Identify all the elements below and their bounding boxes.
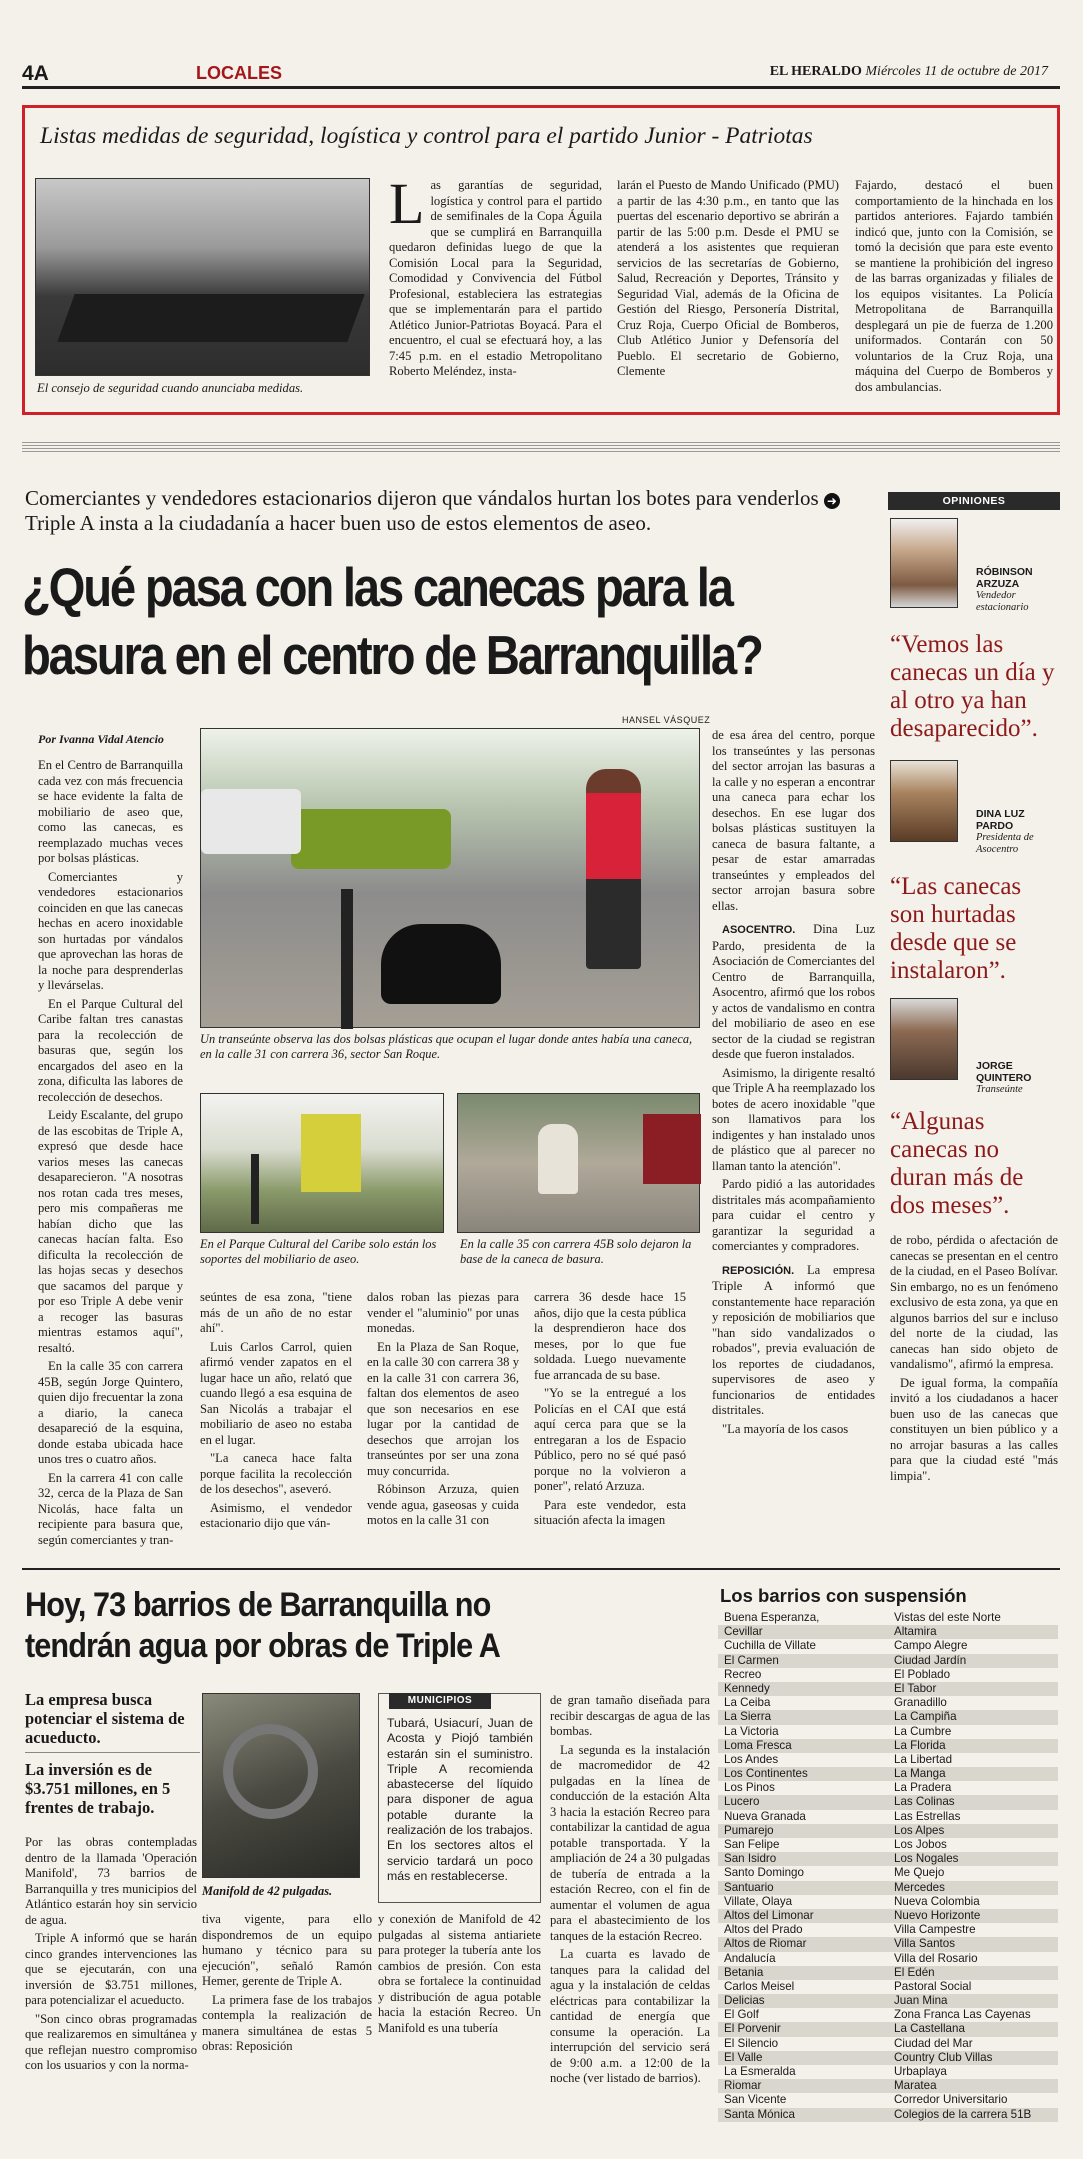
subhead-asocentro: ASOCENTRO.	[722, 924, 796, 936]
barrio-item: Villa Campestre	[894, 1923, 976, 1937]
barrio-item: Granadillo	[894, 1696, 947, 1710]
barrio-item: Santuario	[718, 1881, 888, 1895]
barrio-item: La Cumbre	[894, 1724, 952, 1738]
main-col-6	[890, 1233, 1058, 1487]
avatar-dina	[890, 760, 958, 842]
paragraph: Triple A informó que se harán cinco grandes intervenciones las que se ejecutarán, con una inversión de $3.751 millones, para potencializar el acueducto.	[25, 1931, 197, 2007]
barrio-item: La Esmeralda	[724, 2065, 796, 2078]
main-col-5	[712, 728, 875, 1440]
paragraph: Por las obras contempladas dentro de la llamada 'Operación Manifold', 73 barrios de Barranquilla y tres municipios del Atlántico estarán hoy sin servicio de agua.	[25, 1835, 197, 1927]
avatar-jorge	[890, 998, 958, 1080]
paragraph: y conexión de Manifold de 42 pulgadas al sistema antiariete para proteger la tubería ante los cambios de presión. Con esta obra se fortalece la continuidad y distribución de agua potable hacia la estación Recreo. Un Manifold es una tubería	[378, 1912, 541, 2035]
main-col-3	[367, 1290, 519, 1532]
municipios-text: Tubará, Usiacurí, Juan de Acosta y Piojó también estarán sin el suministro. Triple A recomienda abastecerse del líquido para disponer de agua potable durante la realización de los trabajos. En los sectores altos el servicio tardará un poco más en restablecerse.	[387, 1716, 533, 1883]
barrio-item: El Poblado	[894, 1667, 951, 1681]
barrio-item: Mercedes	[888, 1881, 1058, 1895]
barrio-item: Los Continentes	[718, 1767, 888, 1781]
paragraph: Asimismo, el vendedor estacionario dijo que ván-	[200, 1500, 352, 1530]
barrio-item: El Silencio	[724, 2036, 779, 2050]
barrio-item: La Campiña	[888, 1710, 1058, 1724]
barrios-list-left	[718, 1611, 888, 2122]
top-story-headline: Listas medidas de seguridad, logística y control para el partido Junior - Patriotas	[40, 123, 813, 149]
paragraph: seúntes de esa zona, "tiene más de un año de no estar ahí".	[200, 1290, 352, 1335]
opinion-name-1: RÓBINSON ARZUZA Vendedor estacionario	[976, 566, 1033, 613]
barrio-item: La Manga	[888, 1767, 1058, 1781]
lead-divider	[25, 1752, 200, 1753]
barrio-item: El Valle	[718, 2051, 888, 2065]
water-col-2	[202, 1912, 372, 2058]
water-headline: Hoy, 73 barrios de Barranquilla no tendrán agua por obras de Triple A	[25, 1586, 500, 1665]
bin-support-shape	[251, 1154, 259, 1224]
barrio-item: Los Jobos	[894, 1838, 947, 1851]
header-rule	[22, 86, 1060, 89]
paragraph: En el Parque Cultural del Caribe faltan tres canastas para la recolección de basuras que, según los encargados del aseo en la zona, dificulta las labores de recolección de desechos.	[38, 996, 183, 1104]
barrio-item: Andalucía	[724, 1951, 776, 1965]
calle35-photo-caption: En la calle 35 con carrera 45B solo dejaron la base de la caneca de basura.	[460, 1237, 692, 1266]
opinion-quote-1: “Vemos las canecas un día y al otro ya han desaparecido”.	[890, 631, 1055, 742]
masthead-date	[770, 64, 1048, 80]
barrio-item: Riomar	[718, 2079, 888, 2093]
top-story-caption: El consejo de seguridad cuando anunciaba medidas.	[37, 381, 304, 395]
barrio-item: Campo Alegre	[894, 1639, 968, 1653]
issue-date: Miércoles 11 de octubre de 2017	[865, 64, 1048, 79]
barrio-item: Pumarejo	[718, 1824, 888, 1838]
barrio-item: Pastoral Social	[894, 1979, 972, 1993]
subhead-reposicion: REPOSICIÓN.	[722, 1264, 795, 1277]
barrios-title: Los barrios con suspensión	[720, 1585, 967, 1606]
water-col-1	[25, 1835, 197, 2077]
paragraph: En la Plaza de San Roque, en la calle 30 con carrera 38 y en la calle 31 con carrera 36, faltan dos elementos de aseo que son necesarios en ese lugar por la cantidad de desechos que arrojan los transeúntes por ser una zona muy concurrida.	[367, 1339, 519, 1478]
barrio-item: Juan Mina	[888, 1994, 1058, 2008]
water-lead-2: La inversión es de $3.751 millones, en 5 frentes de trabajo.	[25, 1760, 171, 1817]
paragraph: Asimismo, la dirigente resaltó que Triple A ha reemplazado los botes de acero inoxidable "que son llamativos para los indigentes y han instalado unos de plástico que al parecer no llaman tanto la atención".	[712, 1065, 875, 1173]
paragraph: Pardo pidió a las autoridades distritales más acompañamiento para cuidar el centro y garantizar la seguridad a comerciantes y compradores.	[712, 1177, 875, 1253]
street-main-photo	[200, 728, 700, 1028]
barrio-item: Cevillar	[718, 1625, 888, 1639]
paragraph: De igual forma, la compañía invitó a los ciudadanos a hacer buen uso de las canecas que constituyen un bien público y a no arrojar basuras a las calles para que la ciudad esté "más limpia".	[890, 1375, 1058, 1483]
top-story-box	[22, 105, 1060, 415]
paragraph: "La mayoría de los casos	[722, 1421, 849, 1436]
barrio-item: Santo Domingo	[724, 1866, 804, 1880]
paragraph: de esa área del centro, porque los transeúntes y las personas del sector arrojan las basuras a la calle y no esperan a encontrar una caneca para echar los desechos. En ese lugar dos bolsas plásticas sustituyen la caneca de basura faltante, a pesar de estar amarradas transeúntes y empleados del sector arrojan basura sobre ellas.	[712, 728, 875, 913]
main-photo-caption: Un transeúnte observa las dos bolsas plásticas que ocupan el lugar donde antes había una caneca, en la calle 31 con carrera 36, sector San Roque.	[200, 1032, 693, 1061]
barrio-item: Ciudad Jardín	[888, 1654, 1058, 1668]
barrio-item: Villate, Olaya	[724, 1894, 793, 1908]
top-story-col-1: Las garantías de seguridad, logística y control para el partido de semifinales de la Copa Águila que se cumplirá en Barranquilla quedaron definidas luego de que la Comisión Local para la Seguridad, Comodidad y Convivencia del Fútbol Profesional, estableciera las estrategias que se implementarán para el partido Atlético Junior-Patriotas Boyacá. Para el encuentro, el cual se efectuará hoy, a las 7:45 p.m. en el estadio Metropolitano Roberto Meléndez, insta-	[389, 171, 602, 378]
yellow-building-shape	[301, 1114, 361, 1192]
barrio-item: Maratea	[888, 2079, 1058, 2093]
paragraph: dalos roban las piezas para vender el "aluminio" por unas monedas.	[367, 1290, 519, 1335]
photo-credit: HANSEL VÁSQUEZ	[622, 715, 711, 725]
barrio-item: Villa del Rosario	[894, 1951, 978, 1965]
barrio-item: Buena Esperanza,	[724, 1611, 820, 1624]
barrio-item: Los Nogales	[888, 1852, 1058, 1866]
paragraph: Para este vendedor, esta situación afecta la imagen	[534, 1497, 686, 1527]
paragraph: de robo, pérdida o afectación de canecas se presentan en el centro de la ciudad, en el Paseo Bolívar. Sin embargo, no es un fenómeno exclusivo de esta zona, ya que en algunos barrios del sur e incluso del norte de la ciudad, las canecas han sido objeto de vandalismo", afirmó la empresa.	[890, 1233, 1058, 1371]
barrio-item: Santa Mónica	[718, 2108, 888, 2122]
opinions-label: OPINIONES	[888, 492, 1060, 510]
section-label: LOCALES	[196, 63, 283, 83]
paragraph: carrera 36 desde hace 15 años, dijo que la cesta pública la desprendieron hace dos meses, por lo que fue soldada. Luego nuevamente fue arrancada de su base.	[534, 1290, 686, 1382]
paragraph: de gran tamaño diseñada para recibir descargas de agua de las bombas.	[550, 1693, 710, 1738]
barrio-item: Kennedy	[718, 1682, 888, 1696]
barrios-list-right	[888, 1611, 1058, 2122]
arrow-right-icon: ➜	[824, 493, 840, 509]
top-story-col-2: larán el Puesto de Mando Unificado (PMU) a partir de las 4:30 p.m., en tanto que las puertas del escenario deportivo se abrirán a partir de las 5:00 p.m. Desde el PMU se atenderá a los asistentes que requieran servicios de las secretarías de Gobierno, Salud, Recreación y Deportes, Tránsito y Seguridad Vial, además de la Oficina de Gestión del Riesgo, Personería Distrital, Cruz Roja, Cuerpo Oficial de Bomberos, Club Atlético Junior y Defensoría del Pueblo. El secretario de Gobierno, Clemente	[617, 178, 839, 378]
barrios-box	[718, 1585, 1058, 2145]
red-car-shape	[643, 1114, 701, 1184]
trash-bags-shape	[381, 924, 501, 1004]
barrio-item: El Tabor	[888, 1682, 1058, 1696]
barrio-item: Altamira	[888, 1625, 1058, 1639]
barrio-item: San Isidro	[718, 1852, 888, 1866]
opinion-quote-3: “Algunas canecas no duran más de dos meses”.	[890, 1108, 1024, 1219]
paragraph: Comerciantes y vendedores estacionarios coinciden en que las canecas hechas en acero inoxidable son hurtadas por vándalos que aprovechan las horas de la noche para desprenderlas y llevárselas.	[38, 869, 183, 992]
barrio-item: Lucero	[718, 1795, 888, 1809]
main-story-top-rule	[22, 440, 1060, 452]
barrio-item: Delicias	[718, 1994, 888, 2008]
bin-post-shape	[341, 889, 353, 1029]
paragraph: "La caneca hace falta porque facilita la recolección de los desechos", aseveró.	[200, 1451, 352, 1496]
drop-cap: L	[389, 171, 425, 236]
paragraph: La primera fase de los trabajos contempla la realización de manera simultánea de estas 5 obras: Reposición	[202, 1992, 372, 2053]
barrio-item: La Victoria	[724, 1724, 779, 1738]
paragraph: Luis Carlos Carrol, quien afirmó vender zapatos en el lugar hace un año, relató que cuando llegó a esa esquina de San Nicolás a trabajar el mobiliario de aseo no estaba en el lugar.	[200, 1339, 352, 1447]
paragraph: En el Centro de Barranquilla cada vez con más frecuencia se hace evidente la falta de mobiliario de aseo que, como las canecas, es reemplazado muchas veces por bolsas plásticas.	[38, 758, 183, 865]
barrio-item: Colegios de la carrera 51B	[888, 2108, 1058, 2122]
barrio-item: Los Pinos	[724, 1781, 775, 1795]
opinion-quote-2: “Las canecas son hurtadas desde que se instalaron”.	[890, 873, 1022, 984]
park-photo	[200, 1093, 444, 1233]
water-story-rule	[22, 1568, 1060, 1570]
seated-man-shape	[538, 1124, 578, 1194]
green-car-shape	[291, 809, 451, 869]
barrio-item: Nueva Colombia	[894, 1894, 980, 1908]
barrio-item: Carlos Meisel	[724, 1979, 795, 1993]
paragraph: La cuarta es lavado de tanques para la calidad del agua y la instalación de celdas eléctricas para contabilizar la cantidad de energía que consume la operación. La interrupción del servicio será de 9:00 a.m. a 12:00 de la noche (ver listado de barrios).	[550, 1947, 710, 2085]
manifold-photo	[202, 1693, 360, 1878]
byline: Por Ivanna Vidal Atencio	[38, 732, 164, 746]
barrio-item: El Porvenir	[718, 2022, 888, 2036]
paragraph: REPOSICIÓN. La empresa Triple A informó que constantemente hace reparación y reposición de mobiliarios que "han sido vandalizados o robados", previa evaluación de los reportes de ciudadanos, supervisores de aseo y funcionarios de entidades distritales.	[712, 1262, 875, 1417]
manifold-caption: Manifold de 42 pulgadas.	[202, 1884, 333, 1898]
opinion-name-3: JORGE QUINTERO Transeúnte	[976, 1060, 1032, 1095]
barrio-item: San Vicente	[724, 2093, 787, 2107]
barrio-item: La Sierra	[718, 1710, 888, 1724]
security-meeting-photo	[35, 178, 370, 376]
barrio-item: San Felipe	[724, 1838, 780, 1851]
paragraph: En la calle 35 con carrera 45B, según Jorge Quintero, quien dijo frecuentar la zona a diario, la caneca desapareció de la esquina, donde estaba ubicada hace unos tres o cuatro años.	[38, 1359, 183, 1466]
avatar-robinson	[890, 518, 958, 608]
barrio-item: Recreo	[724, 1667, 762, 1681]
barrio-item: Ciudad del Mar	[894, 2036, 973, 2050]
barrio-item: Vistas del este Norte	[894, 1611, 1001, 1624]
barrio-item: Los Andes	[724, 1752, 779, 1766]
barrio-item: Altos del Limonar	[718, 1909, 888, 1923]
barrio-item: Corredor Universitario	[894, 2093, 1008, 2107]
calle35-photo	[457, 1093, 700, 1233]
barrio-item: Las Colinas	[888, 1795, 1058, 1809]
barrio-item: Nueva Granada	[724, 1809, 806, 1823]
paragraph: En la carrera 41 con calle 32, cerca de la Plaza de San Nicolás, hace falta un recipiente para basura que, según comerciantes y tran-	[38, 1470, 183, 1547]
barrio-item: La Florida	[888, 1739, 1058, 1753]
paragraph: La segunda es la instalación de macromedidor de 42 pulgadas en la línea de conducción de la estación Alta 3 hacia la estación Recreo para contabilizar la cantidad de agua potable transportada. Y la ampliación de 24 a 30 pulgadas de tubería de entrada a la estación Recreo, con el fin de aumentar el volumen de agua para el abastecimiento de los tanques de la estación Recreo.	[550, 1742, 710, 1943]
barrio-item: El Carmen	[718, 1654, 888, 1668]
main-col-2	[200, 1290, 352, 1535]
barrio-item: Cuchilla de Villate	[724, 1639, 816, 1653]
white-car-shape	[201, 789, 301, 854]
barrio-item: La Castellana	[888, 2022, 1058, 2036]
barrio-item: Zona Franca Las Cayenas	[894, 2008, 1031, 2022]
barrio-item: Loma Fresca	[718, 1739, 888, 1753]
park-photo-caption: En el Parque Cultural del Caribe solo están los soportes del mobiliario de aseo.	[200, 1237, 437, 1266]
meeting-table-shape	[57, 294, 364, 342]
water-lead-1: La empresa busca potenciar el sistema de acueducto.	[25, 1690, 185, 1747]
barrio-item: Altos de Riomar	[718, 1937, 888, 1951]
barrio-item: Los Alpes	[888, 1824, 1058, 1838]
paragraph: ASOCENTRO. Dina Luz Pardo, presidenta de la Asociación de Comerciantes del Centro de Barranquilla, Asocentro, afirmó que los robos y actos de vandalismo en contra del mobiliario de aseo en ese sector de la ciudad se registran desde que fueron instalados.	[712, 922, 875, 1061]
barrio-item: El Edén	[888, 1966, 1058, 1980]
main-story-deck: Comerciantes y vendedores estacionarios dijeron que vándalos hurtan los botes para venderlos ➜ Triple A insta a la ciudadanía a hacer buen uso de estos elementos de aseo.	[25, 486, 895, 536]
water-col-3	[378, 1912, 541, 2039]
paragraph: "Yo se la entregué a los Policías en el CAI que está aquí cerca para que se la entregaran a los de Espacio Público, pero no sé qué pasó porque no la volvieron a poner", relató Arzuza.	[534, 1386, 686, 1493]
paragraph: Róbinson Arzuza, quien vende agua, gaseosas y cuida motos en la calle 31 con	[367, 1482, 519, 1527]
water-col-4	[550, 1693, 710, 2090]
opinions-sidebar	[888, 488, 1060, 1223]
barrio-item: Altos del Prado	[724, 1923, 803, 1937]
pipe-shape	[223, 1724, 318, 1819]
paragraph: tiva vigente, para ello dispondremos de un equipo humano y técnico para su ejecución", señaló Ramón Hemer, gerente de Triple A.	[202, 1912, 372, 1988]
main-col-1	[38, 758, 183, 1551]
page-number: 4A	[22, 62, 49, 85]
barrio-item: Me Quejo	[894, 1866, 945, 1880]
barrio-item: Las Estrellas	[894, 1809, 961, 1823]
paragraph: Leidy Escalante, del grupo de las escobitas de Triple A, expresó que desde hace varios meses las canecas desaparecieron. "A nosotras nos rotan cada tres meses, pero mis compañeras me habían dicho que las canecas hacían falta. Eso dificulta la recolección de las hojas secas y desechos que sacamos del parque y por eso Triple A debe venir a recoger las basuras mientras estamos aquí", resaltó.	[38, 1108, 183, 1355]
barrio-item: La Pradera	[894, 1781, 952, 1795]
paragraph: "Son cinco obras programadas que realizaremos en simultánea y que reflejan nuestro compromiso con los usuarios y con la norma-	[25, 2011, 197, 2072]
newspaper-name: EL HERALDO	[769, 64, 862, 79]
barrio-item: La Ceiba	[724, 1696, 771, 1710]
barrio-item: Villa Santos	[888, 1937, 1058, 1951]
barrio-item: Nuevo Horizonte	[888, 1909, 1058, 1923]
barrio-item: Betania	[718, 1966, 888, 1980]
main-col-4	[534, 1290, 686, 1532]
barrio-item: Urbaplaya	[894, 2065, 947, 2078]
top-story-col-3: Fajardo, destacó el buen comportamiento de la hinchada en los partidos anteriores. Fajardo también indicó que, junto con la Comisión, se tomó la decisión que para este evento se mantiene la prohibición del ingreso de las barras organizadas y filiales de los equipos visitantes. La Policía Metropolitana de Barranquilla desplegará un pie de fuerza de 1.200 uniformados. Contarán con 50 voluntarios de la Cruz Roja, una máquina del Cuerpo de Bomberos y dos ambulancias.	[855, 178, 1053, 394]
barrio-item: La Libertad	[894, 1752, 953, 1766]
opinion-name-2: DINA LUZ PARDO Presidenta de Asocentro	[976, 808, 1034, 855]
main-headline: ¿Qué pasa con las canecas para la basura en el centro de Barranquilla?	[22, 556, 762, 686]
barrio-item: El Golf	[724, 2008, 759, 2022]
barrio-item: Country Club Villas	[888, 2051, 1058, 2065]
municipios-box	[378, 1693, 541, 1903]
municipios-label: MUNICIPIOS	[389, 1693, 491, 1709]
man-figure-shape	[586, 769, 641, 969]
